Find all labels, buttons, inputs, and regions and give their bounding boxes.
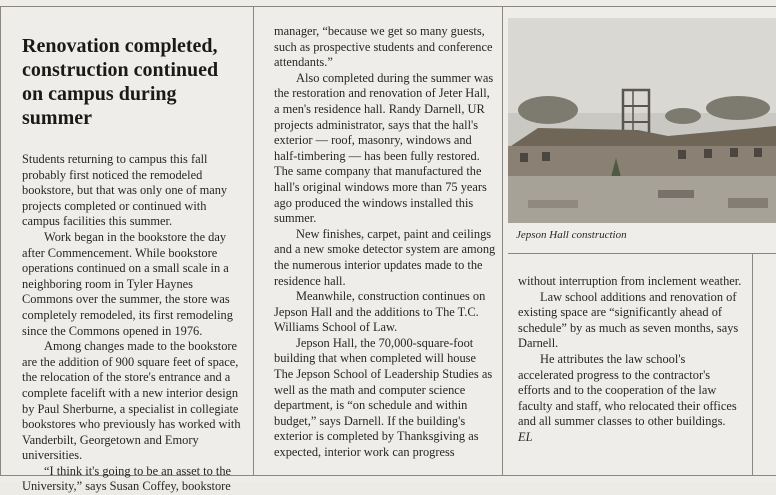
paragraph: He attributes the law school's accelerated progress to the contractor's efforts and to the cooperation of the law faculty and staff, who relocated their offices and all summer classes to other buildings.	[518, 351, 737, 429]
construction-photo-image	[508, 18, 776, 223]
caption-rule	[508, 253, 776, 254]
top-rule	[0, 6, 776, 7]
paragraph: Meanwhile, construction continues on Jepson Hall and the additions to The T.C. Williams School of Law.	[274, 289, 486, 335]
column-rule-1	[253, 7, 254, 475]
column-rule-2	[502, 7, 503, 475]
paragraph: “I think it's going to be an asset to the University,” says Susan Coffey, bookstore	[22, 463, 232, 494]
paragraph: without interruption from inclement weather.	[518, 274, 742, 288]
paragraph: Work began in the bookstore the day after Commencement. While bookstore operations continued on a small scale in a neighboring room in Tyler Haynes Commons over the summer, the store was completely remodeled, its first remodeling since the Commons opened in 1976.	[22, 229, 233, 338]
article-column-3	[518, 274, 742, 446]
construction-photo	[508, 18, 776, 223]
photo-caption: Jepson Hall construction	[516, 229, 627, 241]
column-rule-3	[752, 254, 753, 475]
paragraph: New finishes, carpet, paint and ceilings and a new smoke detector system are among the numerous interior updates made to the residence hall.	[274, 226, 496, 288]
paragraph: Law school additions and renovation of existing space are “significantly ahead of schedule” by as much as seven months, says Darnell.	[518, 289, 739, 351]
paragraph: Also completed during the summer was the restoration and renovation of Jeter Hall, a men's residence hall. Randy Darnell, UR projects administrator, says that the hall's exterior — roof, masonry, windows and half-timbering — has been fully restored. The same company that manufactured the hall's original windows more than 75 years ago produced the windows installed this summer.	[274, 70, 494, 226]
paragraph: Among changes made to the bookstore are the addition of 900 square feet of space, the relocation of the store's entrance and a complete facelift with a new interior design by Paul Sherburne, a specialist in collegiate bookstores who previously has worked with Vanderbilt, Georgetown and Emory universities.	[22, 339, 241, 463]
paragraph: manager, “because we get so many guests, such as prospective students and conference attendants.”	[274, 24, 493, 70]
paragraph: Students returning to campus this fall probably first noticed the remodeled bookstore, but that was only one of many projects completed or continued with campus facilities this summer.	[22, 152, 228, 229]
column-rule-left	[0, 7, 1, 475]
paragraph: Jepson Hall, the 70,000-square-foot building that when completed will house The Jepson School of Leadership Studies as well as the math and computer science department, is “on schedule and within budget,” says Darnell. If the building's exterior is completed by Thanksgiving as expected, interior work can progress	[274, 335, 493, 460]
byline: EL	[518, 429, 533, 444]
article-headline: Renovation completed, construction continued on campus during summer	[22, 35, 219, 129]
article-column-2	[274, 24, 498, 461]
article-column-1	[22, 34, 244, 495]
